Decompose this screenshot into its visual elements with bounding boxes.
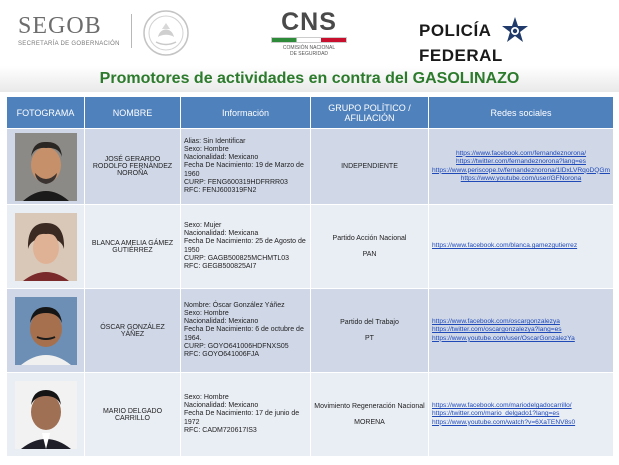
info-cell: [181, 205, 311, 289]
info-line: Nacionalidad: Mexicano: [184, 154, 259, 162]
party-name: INDEPENDIENTE: [341, 163, 398, 170]
cns-name: CNS: [281, 8, 337, 36]
info-line: Sexo: Hombre: [184, 145, 229, 153]
info-line: RFC: GOYO641006FJA: [184, 351, 260, 358]
info-line: CURP: GAGB500825MCHMTL03: [184, 254, 290, 262]
info-line: RFC: GEGB500825AI7: [184, 262, 257, 270]
twitter-link[interactable]: https://twitter.com/mario_delgado1?lang=es: [432, 410, 560, 418]
promoters-table: [6, 96, 614, 457]
info-line: RFC: CADM720617IS3: [184, 426, 257, 434]
social-links-cell: [429, 129, 614, 205]
party-abbr: MORENA: [354, 419, 385, 426]
column-header-party: GRUPO POLÍTICO / AFILIACIÓN: [311, 97, 429, 129]
twitter-link[interactable]: https://twitter.com/oscargonzalezya?lang=es: [432, 326, 562, 334]
youtube-link[interactable]: https://www.youtube.com/user/OscarGonzalezYa: [432, 334, 575, 342]
table-row: [7, 289, 614, 373]
policia-federal-logo: [419, 16, 619, 66]
name-cell: MARIO DELGADO CARRILLO: [85, 373, 181, 457]
portrait-photo: [15, 213, 77, 281]
info-line: Alias: Sin Identificar: [184, 137, 246, 145]
cns-subtitle-1: COMISIÓN NACIONAL: [282, 45, 336, 51]
youtube-link[interactable]: https://www.youtube.com/watch?v=6XaTENV8s0: [432, 418, 576, 426]
table-row: [7, 373, 614, 457]
party-name: Movimiento Regeneración Nacional: [314, 403, 425, 410]
social-links-cell: [429, 373, 614, 457]
party-abbr: PAN: [362, 251, 377, 258]
party-abbr: PT: [365, 335, 374, 342]
info-line: Nacionalidad: Mexicana: [184, 230, 259, 238]
segob-subtitle: SECRETARÍA DE GOBERNACIÓN: [18, 41, 120, 47]
info-line: CURP: GOYO641006HDFNXS05: [184, 342, 289, 350]
social-links-cell: [429, 289, 614, 373]
party-cell: [311, 289, 429, 373]
facebook-link[interactable]: https://www.facebook.com/mariodelgadocarrillo/: [432, 401, 572, 409]
youtube-link[interactable]: https://www.youtube.com/user/GFNorona: [460, 174, 582, 182]
social-links-cell: [429, 205, 614, 289]
cns-logo: [264, 10, 354, 57]
portrait-photo: [15, 297, 77, 365]
info-line: Nacionalidad: Mexicano: [184, 402, 259, 410]
pf-word-1: POLICÍA: [419, 21, 492, 40]
name-cell: ÓSCAR GONZÁLEZ YÁÑEZ: [85, 289, 181, 373]
info-line: Sexo: Hombre: [184, 309, 229, 317]
info-line: Nombre: Óscar González Yáñez: [184, 301, 285, 309]
police-badge-icon: [500, 16, 530, 46]
header: [0, 0, 619, 66]
periscope-link[interactable]: https://www.periscope.tv/fernandeznorona/1lDxLVRqoDQGm: [432, 166, 610, 174]
facebook-link[interactable]: https://www.facebook.com/fernandeznorona/: [455, 149, 587, 157]
party-name: Partido del Trabajo: [340, 319, 399, 326]
page-title: Promotores de actividades en contra del GASOLINAZO: [99, 70, 520, 87]
info-line: Sexo: Mujer: [184, 221, 222, 229]
table-row: [7, 205, 614, 289]
photo-cell: [7, 289, 85, 373]
info-line: Fecha De Nacimiento: 17 de junio de 1972: [184, 410, 300, 426]
info-cell: [181, 129, 311, 205]
column-header-info: Información: [181, 97, 311, 129]
photo-cell: [7, 373, 85, 457]
facebook-link[interactable]: https://www.facebook.com/blanca.gamezgutierrez: [432, 242, 578, 250]
logo-divider: [131, 14, 132, 48]
party-cell: [311, 373, 429, 457]
segob-logo: [18, 14, 120, 47]
column-header-photo: FOTOGRAMA: [7, 97, 85, 129]
info-cell: [181, 289, 311, 373]
twitter-link[interactable]: https://twitter.com/fernandeznorona?lang=es: [456, 158, 586, 166]
facebook-link[interactable]: https://www.facebook.com/oscargonzalezya: [432, 317, 560, 325]
pf-word-2: FEDERAL: [419, 46, 503, 65]
table-row: [7, 129, 614, 205]
photo-cell: [7, 129, 85, 205]
info-line: Fecha De Nacimiento: 6 de octubre de 1964.: [184, 326, 304, 342]
info-line: Nacionalidad: Mexicano: [184, 318, 259, 326]
portrait-photo: [15, 133, 77, 201]
party-cell: [311, 205, 429, 289]
name-cell: BLANCA AMELIA GÁMEZ GUTIÉRREZ: [85, 205, 181, 289]
table-header-row: [7, 97, 614, 129]
info-line: Fecha De Nacimiento: 19 de Marzo de 1960: [184, 162, 304, 178]
photo-cell: [7, 205, 85, 289]
info-line: Sexo: Hombre: [184, 393, 229, 401]
cns-flag-bar: [271, 37, 347, 43]
info-line: RFC: FENJ600319FN2: [184, 187, 257, 194]
party-cell: [311, 129, 429, 205]
party-name: Partido Acción Nacional: [332, 235, 407, 242]
national-seal-icon: [142, 9, 190, 57]
info-line: CURP: FENG600319HDFRRR03: [184, 178, 288, 186]
name-cell: JOSÉ GERARDO RODOLFO FERNÁNDEZ NOROÑA: [85, 129, 181, 205]
portrait-photo: [15, 381, 77, 449]
info-cell: [181, 373, 311, 457]
cns-subtitle-2: DE SEGURIDAD: [289, 51, 329, 57]
column-header-social: Redes sociales: [429, 97, 614, 129]
info-line: Fecha De Nacimiento: 25 de Agosto de 1950: [184, 238, 306, 254]
segob-name: SEGOB: [18, 13, 102, 39]
column-header-name: NOMBRE: [85, 97, 181, 129]
